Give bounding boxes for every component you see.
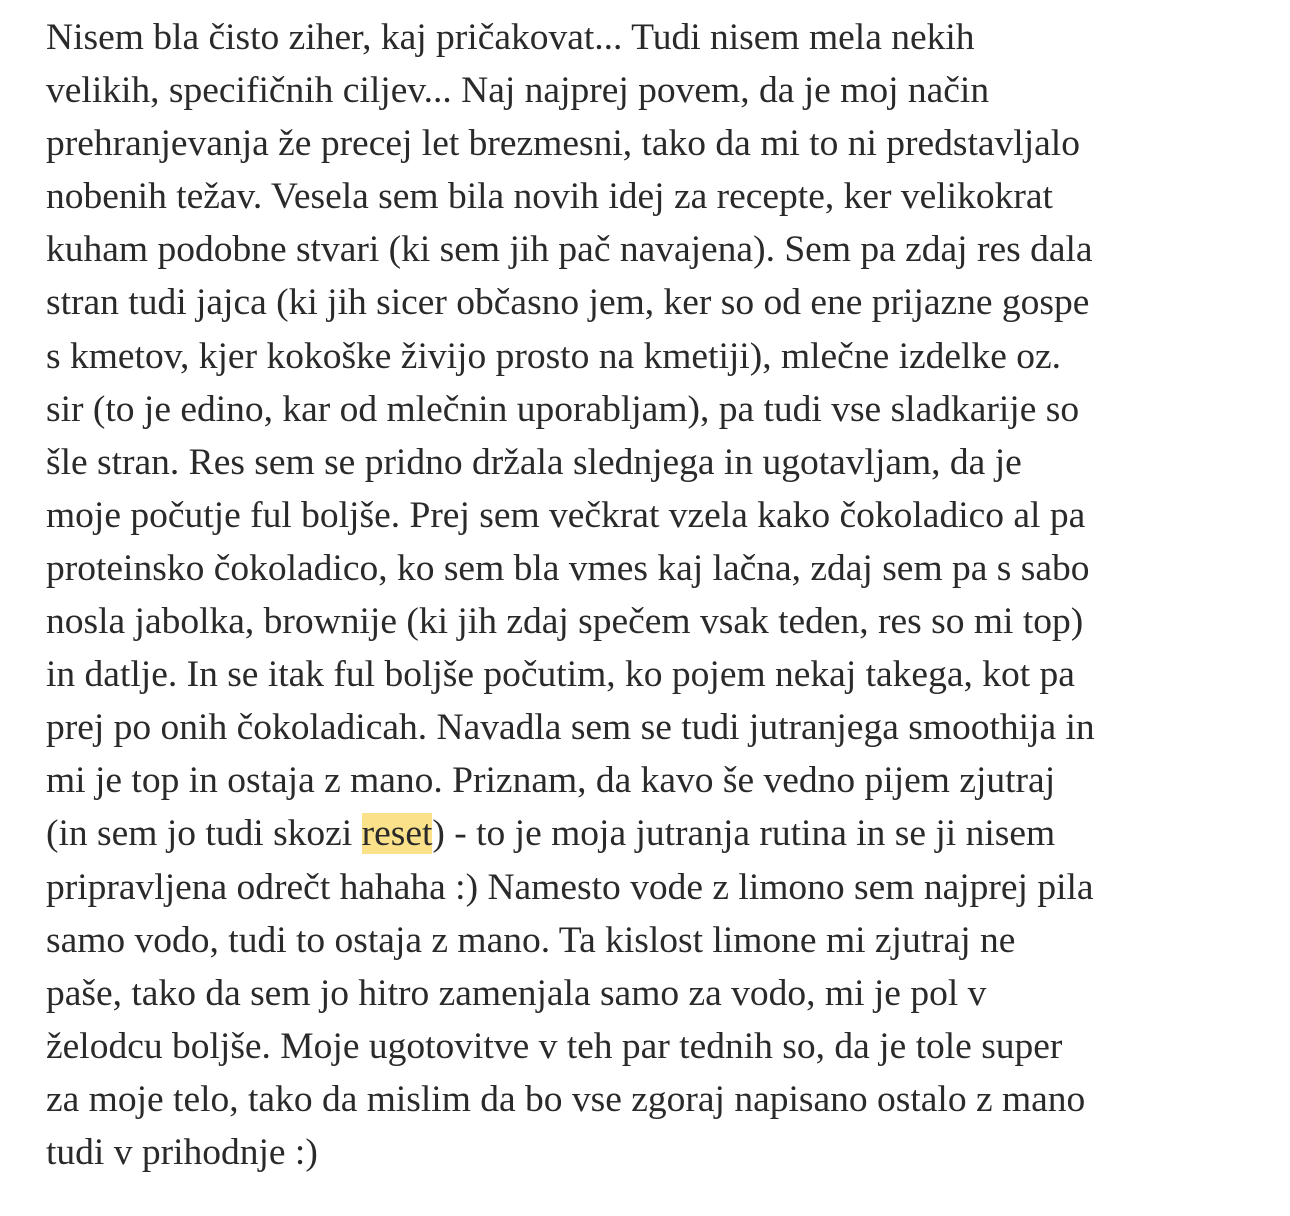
- text-line-with-highlight: [46, 807, 1266, 860]
- text-line: tudi v prihodnje :): [46, 1131, 318, 1173]
- text-line: za moje telo, tako da mislim da bo vse zgoraj napisano ostalo z mano: [46, 1078, 1086, 1120]
- text-line: sir (to je edino, kar od mlečnin uporabljam), pa tudi vse sladkarije so: [46, 388, 1080, 430]
- text-line: velikih, specifičnih ciljev... Naj najprej povem, da je moj način: [46, 70, 990, 112]
- highlighted-word[interactable]: reset: [361, 813, 433, 855]
- text-line: in datlje. In se itak ful boljše počutim, ko pojem nekaj takega, kot pa: [46, 654, 1075, 696]
- text-line: kuham podobne stvari (ki sem jih pač navajena). Sem pa zdaj res dala: [46, 229, 1093, 271]
- text-line: prej po onih čokoladicah. Navadla sem se tudi jutranjega smoothija in: [46, 707, 1095, 749]
- text-line: nobenih težav. Vesela sem bila novih idej za recepte, ker velikokrat: [46, 176, 1053, 218]
- text-line: stran tudi jajca (ki jih sicer občasno jem, ker so od ene prijazne gospe: [46, 282, 1090, 324]
- text-line: pripravljena odrečt hahaha :) Namesto vode z limono sem najprej pila: [46, 866, 1094, 908]
- text-line: s kmetov, kjer kokoške živijo prosto na kmetiji), mlečne izdelke oz.: [46, 335, 1062, 377]
- text-line: samo vodo, tudi to ostaja z mano. Ta kislost limone mi zjutraj ne: [46, 919, 1016, 961]
- passage-text: [46, 11, 1266, 1179]
- text-line: nosla jabolka, brownije (ki jih zdaj spečem vsak teden, res so mi top): [46, 601, 1084, 643]
- text-line: Nisem bla čisto ziher, kaj pričakovat... Tudi nisem mela nekih: [46, 17, 975, 58]
- text-line: prehranjevanja že precej let brezmesni, tako da mi to ni predstavljalo: [46, 123, 1080, 165]
- text-line: paše, tako da sem jo hitro zamenjala samo za vodo, mi je pol v: [46, 972, 987, 1014]
- text-line: šle stran. Res sem se pridno držala slednjega in ugotavljam, da je: [46, 441, 1022, 483]
- text-segment: (in sem jo tudi skozi: [46, 813, 362, 855]
- text-line: moje počutje ful boljše. Prej sem večkrat vzela kako čokoladico al pa: [46, 494, 1086, 536]
- text-line: proteinsko čokoladico, ko sem bla vmes kaj lačna, zdaj sem pa s sabo: [46, 547, 1090, 589]
- text-segment: ) - to je moja jutranja rutina in se ji nisem: [432, 813, 1056, 855]
- text-line: mi je top in ostaja z mano. Priznam, da kavo še vedno pijem zjutraj: [46, 760, 1056, 802]
- text-line: želodcu boljše. Moje ugotovitve v teh par tednih so, da je tole super: [46, 1025, 1063, 1067]
